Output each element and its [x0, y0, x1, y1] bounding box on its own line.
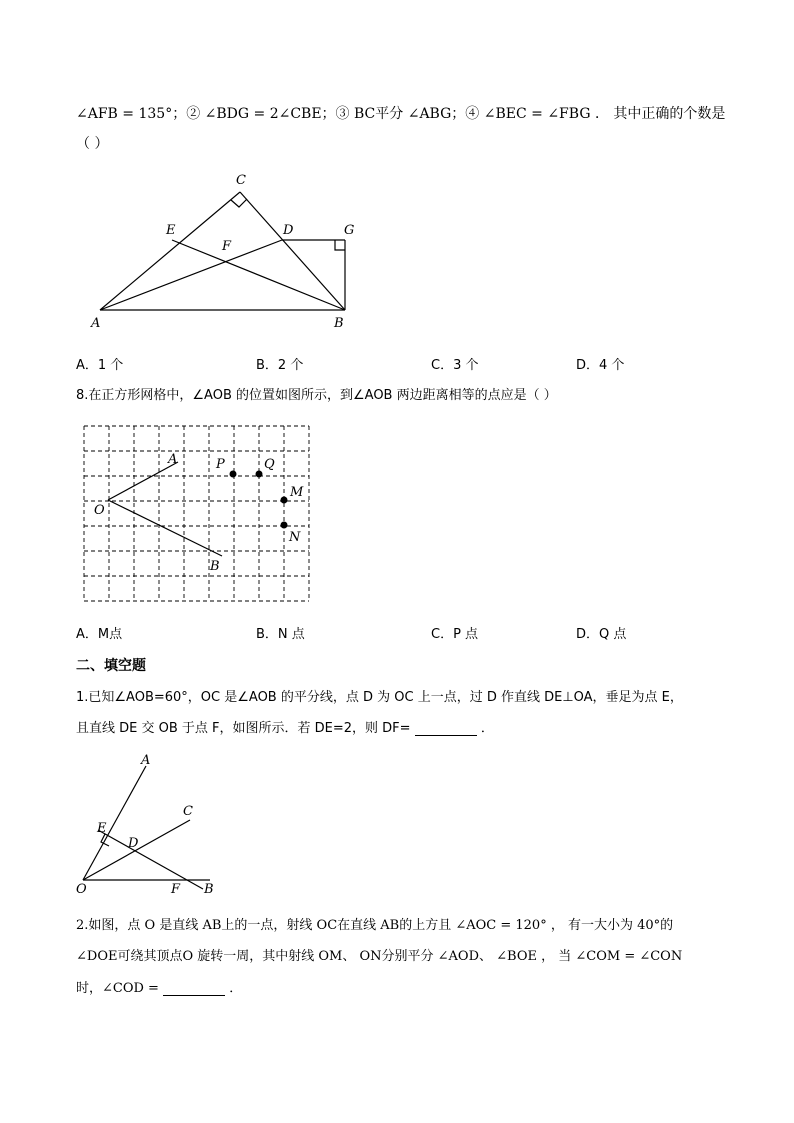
q8-option-c[interactable]: C．P 点 [431, 627, 479, 642]
q8-label-M: M [290, 485, 304, 500]
q8-label-O: O [94, 503, 105, 518]
q8-label-B: B [210, 559, 220, 574]
q7-label-D: D [283, 223, 294, 238]
q7-option-d[interactable]: D．4 个 [576, 358, 625, 373]
fill2-line2: ∠DOE可绕其顶点O 旋转一周，其中射线 OM、 ON分别平分 ∠AOD、 ∠BOE ， 当 ∠COM = ∠CON [76, 949, 683, 964]
q8-option-a[interactable]: A．M点 [76, 627, 123, 642]
q8-label-N: N [289, 530, 301, 545]
fill2-line3-end: ． [229, 981, 243, 996]
fill1-label-B: B [204, 882, 214, 897]
fill1-label-E: E [97, 821, 107, 836]
q8-label-A: A [168, 452, 178, 467]
fill1-label-A: A [141, 753, 151, 768]
q7-option-a[interactable]: A．1 个 [76, 358, 124, 373]
q7-option-b[interactable]: B．2 个 [256, 358, 304, 373]
fill1-line2-text: 且直线 DE 交 OB 于点 F，如图所示．若 DE=2，则 DF= [76, 721, 411, 736]
fill2-line3-text: 时，∠COD = [76, 981, 159, 996]
q8-question-text: 8.在正方形网格中，∠AOB 的位置如图所示，到∠AOB 两边距离相等的点应是（ ） [76, 388, 557, 403]
q7-label-E: E [166, 223, 176, 238]
q7-label-G: G [344, 223, 355, 238]
q8-label-Q: Q [264, 457, 275, 472]
fill2-line3 [76, 977, 242, 996]
fill1-label-C: C [183, 804, 193, 819]
q7-label-F: F [222, 239, 232, 254]
q7-label-C: C [236, 173, 246, 188]
q7-label-A: A [91, 316, 101, 331]
fill1-label-F: F [171, 882, 181, 897]
fill1-label-D: D [128, 836, 139, 851]
fill1-line1: 1.已知∠AOB=60°，OC 是∠AOB 的平分线，点 D 为 OC 上一点，过 D 作直线 DE⊥OA，垂足为点 E， [76, 690, 683, 705]
fill2-answer-blank[interactable] [163, 981, 225, 996]
fill1-label-O: O [76, 882, 87, 897]
q7-statement-line1: ∠AFB = 135°；② ∠BDG = 2∠CBE；③ BC平分 ∠ABG；④ ∠BEC = ∠FBG ． 其中正确的个数是 [76, 106, 726, 122]
fill1-line2-end: ． [480, 721, 494, 736]
q7-answer-paren: （ ） [76, 136, 109, 152]
q8-option-d[interactable]: D．Q 点 [576, 627, 627, 642]
q7-label-B: B [334, 316, 344, 331]
fill2-line1: 2.如图，点 O 是直线 AB上的一点，射线 OC在直线 AB的上方且 ∠AOC = 120° ， 有一大小为 40°的 [76, 918, 674, 933]
q8-label-P: P [216, 457, 225, 472]
q7-option-c[interactable]: C．3 个 [431, 358, 479, 373]
section-title-fill-in: 二、填空题 [76, 658, 146, 674]
q8-option-b[interactable]: B．N 点 [256, 627, 305, 642]
